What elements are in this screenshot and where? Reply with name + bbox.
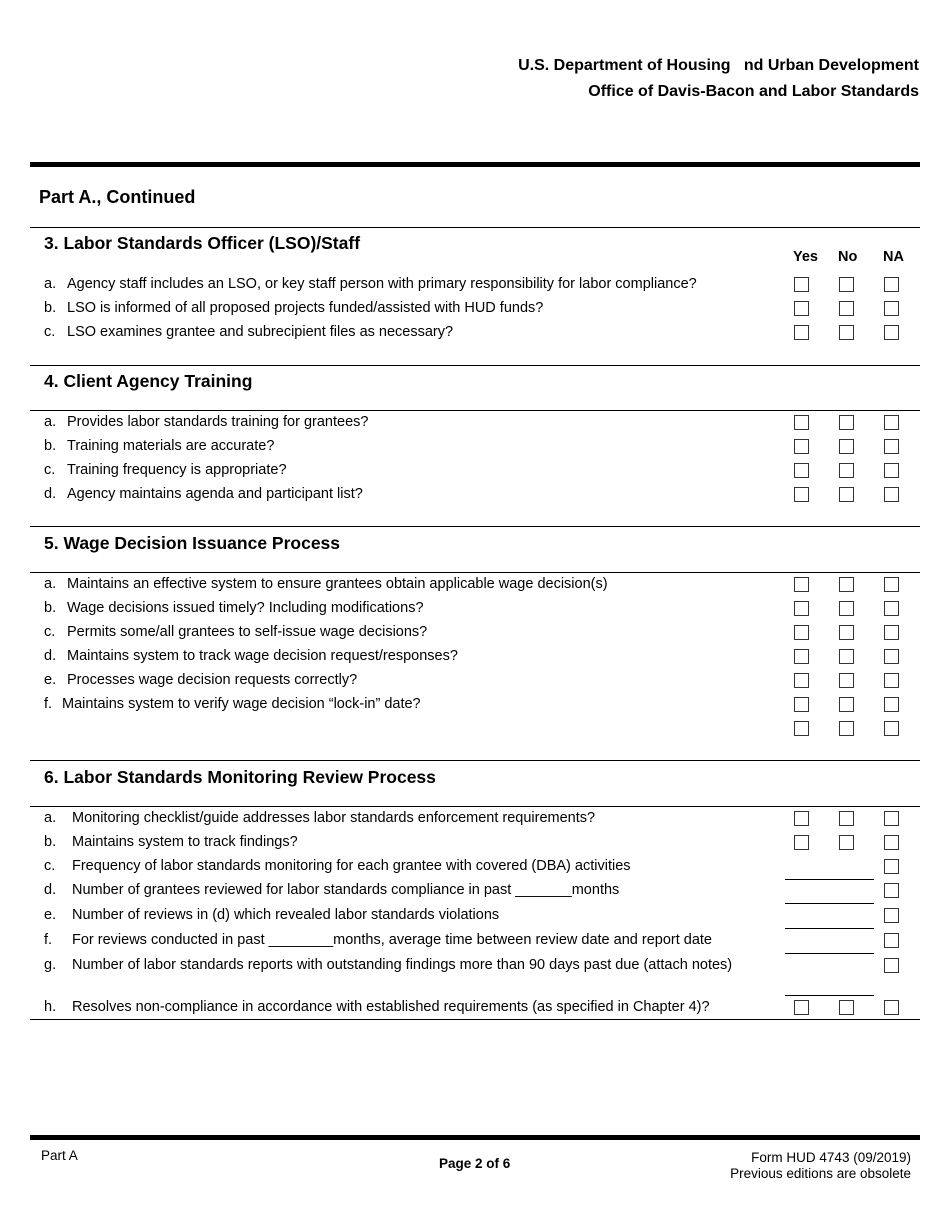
na-checkbox[interactable] <box>884 649 899 664</box>
yes-checkbox[interactable] <box>794 277 809 292</box>
na-checkbox[interactable] <box>884 933 899 948</box>
na-checkbox[interactable] <box>884 601 899 616</box>
item-text: Monitoring checklist/guide addresses labor standards enforcement requirements? <box>72 810 596 826</box>
no-checkbox[interactable] <box>839 601 854 616</box>
section-5-title: 5. Wage Decision Issuance Process <box>44 533 341 553</box>
question-row <box>0 696 950 720</box>
item-letter: d. <box>44 486 57 502</box>
answer-line[interactable] <box>785 903 874 904</box>
yes-checkbox[interactable] <box>794 487 809 502</box>
column-yes-header: Yes <box>793 249 818 265</box>
header-divider <box>30 162 920 167</box>
no-checkbox[interactable] <box>839 301 854 316</box>
no-checkbox[interactable] <box>839 577 854 592</box>
form-number: Form HUD 4743 (09/2019) <box>751 1150 911 1165</box>
no-checkbox[interactable] <box>839 811 854 826</box>
question-row <box>0 834 950 858</box>
section-4-title: 4. Client Agency Training <box>44 371 253 391</box>
item-letter: e. <box>44 672 57 688</box>
item-text: Agency staff includes an LSO, or key staff person with primary responsibility for labor compliance? <box>67 276 697 292</box>
section-3-title: 3. Labor Standards Officer (LSO)/Staff <box>44 233 361 253</box>
yes-checkbox[interactable] <box>794 439 809 454</box>
item-letter: h. <box>44 999 57 1015</box>
question-row <box>0 648 950 672</box>
no-checkbox[interactable] <box>839 625 854 640</box>
na-checkbox[interactable] <box>884 577 899 592</box>
yes-checkbox[interactable] <box>794 301 809 316</box>
na-checkbox[interactable] <box>884 301 899 316</box>
answer-line[interactable] <box>785 995 874 996</box>
question-row <box>0 438 950 462</box>
item-text: Maintains system to track findings? <box>72 834 298 850</box>
no-checkbox[interactable] <box>839 439 854 454</box>
item-text: LSO examines grantee and subrecipient files as necessary? <box>67 324 454 340</box>
answer-line[interactable] <box>785 928 874 929</box>
item-letter: e. <box>44 907 57 923</box>
item-text: For reviews conducted in past ________months, average time between review date and report date <box>72 932 712 948</box>
footer-divider <box>30 1135 920 1140</box>
yes-checkbox[interactable] <box>794 649 809 664</box>
column-no-header: No <box>838 249 858 265</box>
item-text: Frequency of labor standards monitoring for each grantee with covered (DBA) activities <box>72 858 631 874</box>
no-checkbox[interactable] <box>839 463 854 478</box>
section-divider <box>30 365 920 366</box>
no-checkbox[interactable] <box>839 673 854 688</box>
answer-line[interactable] <box>785 879 874 880</box>
editions-note: Previous editions are obsolete <box>730 1166 911 1181</box>
na-checkbox[interactable] <box>884 859 899 874</box>
item-letter: f. <box>44 696 53 712</box>
item-letter: a. <box>44 576 57 592</box>
question-row <box>0 576 950 600</box>
na-checkbox[interactable] <box>884 415 899 430</box>
yes-checkbox[interactable] <box>794 835 809 850</box>
column-na-header: NA <box>883 249 904 265</box>
question-row <box>0 414 950 438</box>
question-row <box>0 324 950 348</box>
na-checkbox[interactable] <box>884 625 899 640</box>
na-checkbox[interactable] <box>884 673 899 688</box>
item-text: LSO is informed of all proposed projects funded/assisted with HUD funds? <box>67 300 544 316</box>
na-checkbox[interactable] <box>884 487 899 502</box>
no-checkbox[interactable] <box>839 721 854 736</box>
yes-checkbox[interactable] <box>794 1000 809 1015</box>
item-letter: b. <box>44 300 57 316</box>
na-checkbox[interactable] <box>884 883 899 898</box>
no-checkbox[interactable] <box>839 1000 854 1015</box>
section-divider <box>30 1019 920 1020</box>
item-text: Number of labor standards reports with outstanding findings more than 90 days past due (attach notes) <box>72 957 733 973</box>
na-checkbox[interactable] <box>884 835 899 850</box>
item-letter: b. <box>44 600 57 616</box>
item-letter: c. <box>44 624 56 640</box>
item-text: Processes wage decision requests correctly? <box>67 672 358 688</box>
section-divider <box>30 760 920 761</box>
item-letter: a. <box>44 414 57 430</box>
question-row <box>0 600 950 624</box>
yes-checkbox[interactable] <box>794 415 809 430</box>
yes-checkbox[interactable] <box>794 625 809 640</box>
item-letter: g. <box>44 957 57 973</box>
question-row <box>0 300 950 324</box>
item-text: Permits some/all grantees to self-issue wage decisions? <box>67 624 428 640</box>
yes-checkbox[interactable] <box>794 811 809 826</box>
section-divider <box>30 410 920 411</box>
yes-checkbox[interactable] <box>794 721 809 736</box>
item-text: Resolves non-compliance in accordance with established requirements (as specified in Chapter 4)? <box>72 999 710 1015</box>
item-text: Wage decisions issued timely? Including modifications? <box>67 600 424 616</box>
question-row <box>0 486 950 510</box>
section-divider <box>30 806 920 807</box>
office-name: Office of Davis-Bacon and Labor Standards <box>588 83 919 100</box>
item-letter: a. <box>44 810 57 826</box>
na-checkbox[interactable] <box>884 463 899 478</box>
item-text: Maintains an effective system to ensure grantees obtain applicable wage decision(s) <box>67 576 608 592</box>
yes-checkbox[interactable] <box>794 601 809 616</box>
question-row <box>0 462 950 486</box>
no-checkbox[interactable] <box>839 649 854 664</box>
na-checkbox[interactable] <box>884 1000 899 1015</box>
item-text: Training materials are accurate? <box>67 438 275 454</box>
page-number: Page 2 of 6 <box>439 1156 511 1171</box>
section-divider <box>30 572 920 573</box>
section-divider <box>30 227 920 228</box>
yes-checkbox[interactable] <box>794 673 809 688</box>
no-checkbox[interactable] <box>839 325 854 340</box>
item-text: Number of grantees reviewed for labor standards compliance in past _______months <box>72 882 620 898</box>
agency-name: U.S. Department of Housing nd Urban Development <box>518 57 919 74</box>
na-checkbox[interactable] <box>884 811 899 826</box>
yes-checkbox[interactable] <box>794 697 809 712</box>
footer-part: Part A <box>41 1148 78 1163</box>
na-checkbox[interactable] <box>884 277 899 292</box>
question-row <box>0 672 950 696</box>
na-checkbox[interactable] <box>884 721 899 736</box>
question-row <box>0 276 950 300</box>
item-letter: c. <box>44 462 56 478</box>
no-checkbox[interactable] <box>839 277 854 292</box>
blank-row <box>0 720 950 744</box>
item-text: Training frequency is appropriate? <box>67 462 287 478</box>
no-checkbox[interactable] <box>839 697 854 712</box>
item-letter: a. <box>44 276 57 292</box>
no-checkbox[interactable] <box>839 415 854 430</box>
question-row <box>0 957 950 993</box>
yes-checkbox[interactable] <box>794 325 809 340</box>
item-text: Maintains system to track wage decision request/responses? <box>67 648 458 664</box>
item-letter: b. <box>44 438 57 454</box>
yes-checkbox[interactable] <box>794 463 809 478</box>
item-letter: f. <box>44 932 53 948</box>
item-letter: b. <box>44 834 57 850</box>
item-letter: c. <box>44 858 56 874</box>
part-title: Part A., Continued <box>39 187 196 207</box>
item-letter: d. <box>44 648 57 664</box>
item-letter: d. <box>44 882 57 898</box>
na-checkbox[interactable] <box>884 325 899 340</box>
na-checkbox[interactable] <box>884 908 899 923</box>
question-row <box>0 810 950 834</box>
section-6-title: 6. Labor Standards Monitoring Review Process <box>44 767 436 787</box>
na-checkbox[interactable] <box>884 439 899 454</box>
no-checkbox[interactable] <box>839 487 854 502</box>
na-checkbox[interactable] <box>884 958 899 973</box>
section-divider <box>30 526 920 527</box>
no-checkbox[interactable] <box>839 835 854 850</box>
question-row <box>0 624 950 648</box>
yes-checkbox[interactable] <box>794 577 809 592</box>
item-text: Number of reviews in (d) which revealed labor standards violations <box>72 907 500 923</box>
item-text: Agency maintains agenda and participant list? <box>67 486 363 502</box>
item-text: Maintains system to verify wage decision “lock-in” date? <box>62 696 421 712</box>
na-checkbox[interactable] <box>884 697 899 712</box>
item-text: Provides labor standards training for grantees? <box>67 414 369 430</box>
item-letter: c. <box>44 324 56 340</box>
answer-line[interactable] <box>785 953 874 954</box>
